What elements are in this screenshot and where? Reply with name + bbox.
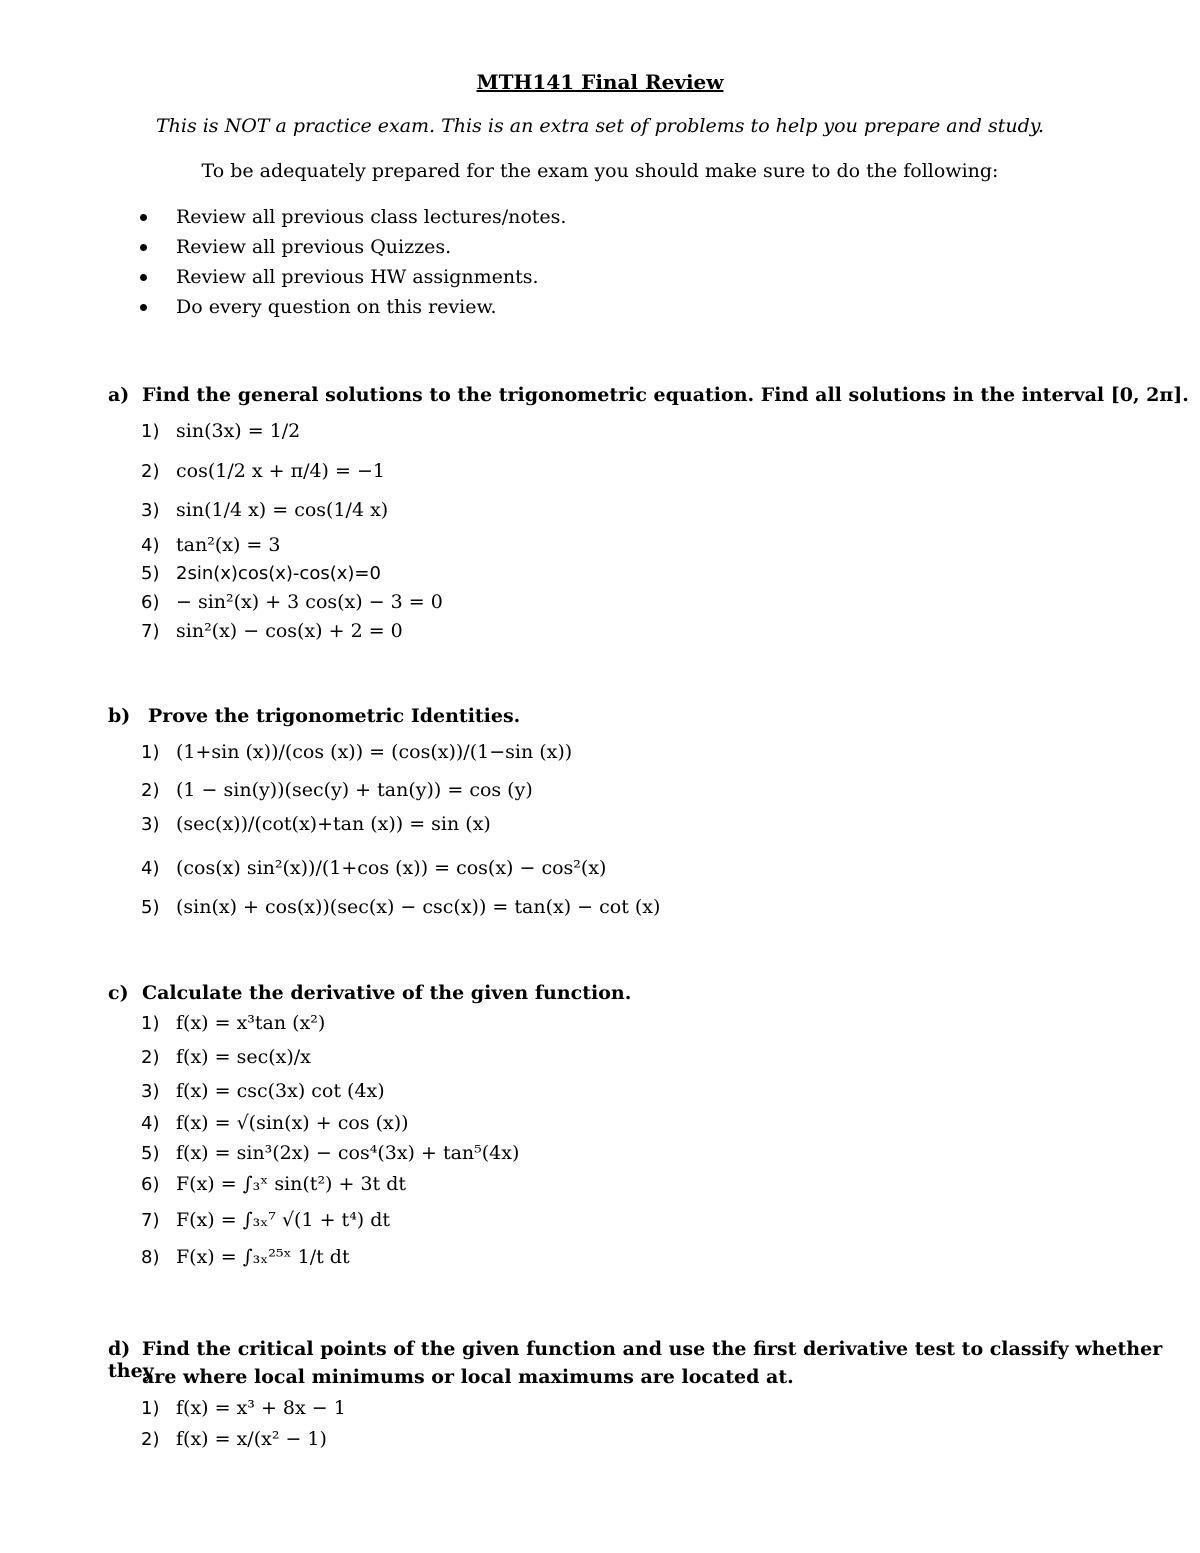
problem-a7 (141, 620, 403, 643)
problem-number: 5) (141, 1143, 160, 1164)
problem-number: 4) (141, 535, 160, 556)
bullet-icon (140, 244, 147, 251)
problem-a3 (141, 499, 388, 522)
problem-expression: f(x) = csc(3x) cot (4x) (176, 1080, 385, 1102)
problem-number: 6) (141, 1174, 160, 1195)
problem-number: 2) (141, 1429, 160, 1450)
problem-expression: f(x) = x³tan (x²) (176, 1012, 326, 1034)
problem-expression: 2sin(x)cos(x)-cos(x)=0 (176, 563, 381, 584)
problem-expression: sin(3x) = 1/2 (176, 420, 301, 442)
problem-b2 (141, 779, 533, 802)
problem-number: 2) (141, 780, 160, 801)
problem-number: 1) (141, 1398, 160, 1419)
problem-expression: F(x) = ∫₃ₓ²⁵ˣ 1/t dt (176, 1246, 350, 1268)
problem-number: 2) (141, 461, 160, 482)
problem-d2 (141, 1428, 327, 1451)
problem-number: 1) (141, 421, 160, 442)
page-title: MTH141 Final Review (476, 70, 724, 94)
section-c-heading: c) Calculate the derivative of the given function. (108, 982, 632, 1004)
problem-number: 2) (141, 1047, 160, 1068)
problem-c5 (141, 1142, 519, 1165)
problem-expression: cos(1/2 x + π/4) = −1 (176, 460, 385, 482)
problem-expression: f(x) = √(sin(x) + cos (x)) (176, 1112, 409, 1134)
list-item: Review all previous Quizzes. (138, 234, 566, 264)
problem-b3 (141, 813, 491, 836)
problem-expression: f(x) = x/(x² − 1) (176, 1428, 327, 1450)
problem-number: 1) (141, 742, 160, 763)
problem-expression: (sin(x) + cos(x))(sec(x) − csc(x)) = tan(x) − cot (x) (176, 896, 661, 918)
bullet-icon (140, 274, 147, 281)
problem-expression: F(x) = ∫₃ˣ sin(t²) + 3t dt (176, 1173, 407, 1195)
problem-number: 6) (141, 592, 160, 613)
problem-expression: F(x) = ∫₃ₓ⁷ √(1 + t⁴) dt (176, 1209, 391, 1231)
problem-number: 7) (141, 621, 160, 642)
problem-b4 (141, 857, 606, 880)
problem-expression: − sin²(x) + 3 cos(x) − 3 = 0 (176, 591, 443, 613)
section-b-heading: b) Prove the trigonometric Identities. (108, 705, 521, 727)
bullet-icon (140, 304, 147, 311)
section-d-heading-continued: are where local minimums or local maximums are located at. (142, 1366, 794, 1388)
problem-number: 3) (141, 500, 160, 521)
intro-text: To be adequately prepared for the exam you should make sure to do the following: (201, 160, 999, 182)
subtitle-note: This is NOT a practice exam. This is an extra set of problems to help you prepare and study. (155, 115, 1045, 137)
bullet-icon (140, 214, 147, 221)
problem-expression: f(x) = x³ + 8x − 1 (176, 1397, 346, 1419)
problem-number: 7) (141, 1210, 160, 1231)
list-item: Do every question on this review. (138, 294, 566, 324)
problem-c8 (141, 1246, 350, 1269)
problem-a1 (141, 420, 300, 443)
problem-number: 5) (141, 563, 160, 584)
problem-d1 (141, 1397, 346, 1420)
problem-c7 (141, 1209, 390, 1232)
problem-expression: tan²(x) = 3 (176, 534, 281, 556)
problem-b1 (141, 741, 572, 764)
problem-expression: (1 − sin(y))(sec(y) + tan(y)) = cos (y) (176, 779, 533, 801)
section-d-heading: d) Find the critical points of the given function and use the first derivative test to classify whether they (108, 1338, 1163, 1382)
problem-number: 4) (141, 858, 160, 879)
list-item: Review all previous HW assignments. (138, 264, 566, 294)
problem-expression: sin²(x) − cos(x) + 2 = 0 (176, 620, 403, 642)
problem-expression: f(x) = sin³(2x) − cos⁴(3x) + tan⁵(4x) (176, 1142, 520, 1164)
problem-a4 (141, 534, 280, 557)
problem-number: 8) (141, 1247, 160, 1268)
problem-number: 5) (141, 897, 160, 918)
problem-expression: (sec(x))/(cot(x)+tan (x)) = sin (x) (176, 813, 491, 835)
problem-a5 (141, 562, 381, 585)
problem-expression: (cos(x) sin²(x))/(1+cos (x)) = cos(x) − cos²(x) (176, 857, 607, 879)
problem-c2 (141, 1046, 311, 1069)
problem-number: 4) (141, 1113, 160, 1134)
checklist (138, 204, 566, 324)
section-a-heading: a) Find the general solutions to the trigonometric equation. Find all solutions in the interval [0, 2π]. (108, 384, 1189, 406)
problem-expression: sin(1/4 x) = cos(1/4 x) (176, 499, 389, 521)
problem-number: 3) (141, 814, 160, 835)
problem-a2 (141, 460, 385, 483)
list-item: Review all previous class lectures/notes. (138, 204, 566, 234)
problem-c6 (141, 1173, 406, 1196)
problem-a6 (141, 591, 443, 614)
problem-c3 (141, 1080, 385, 1103)
problem-number: 3) (141, 1081, 160, 1102)
problem-number: 1) (141, 1013, 160, 1034)
problem-expression: (1+sin (x))/(cos (x)) = (cos(x))/(1−sin (x)) (176, 741, 573, 763)
problem-expression: f(x) = sec(x)/x (176, 1046, 311, 1068)
problem-c1 (141, 1012, 325, 1035)
problem-b5 (141, 896, 660, 919)
problem-c4 (141, 1112, 409, 1135)
